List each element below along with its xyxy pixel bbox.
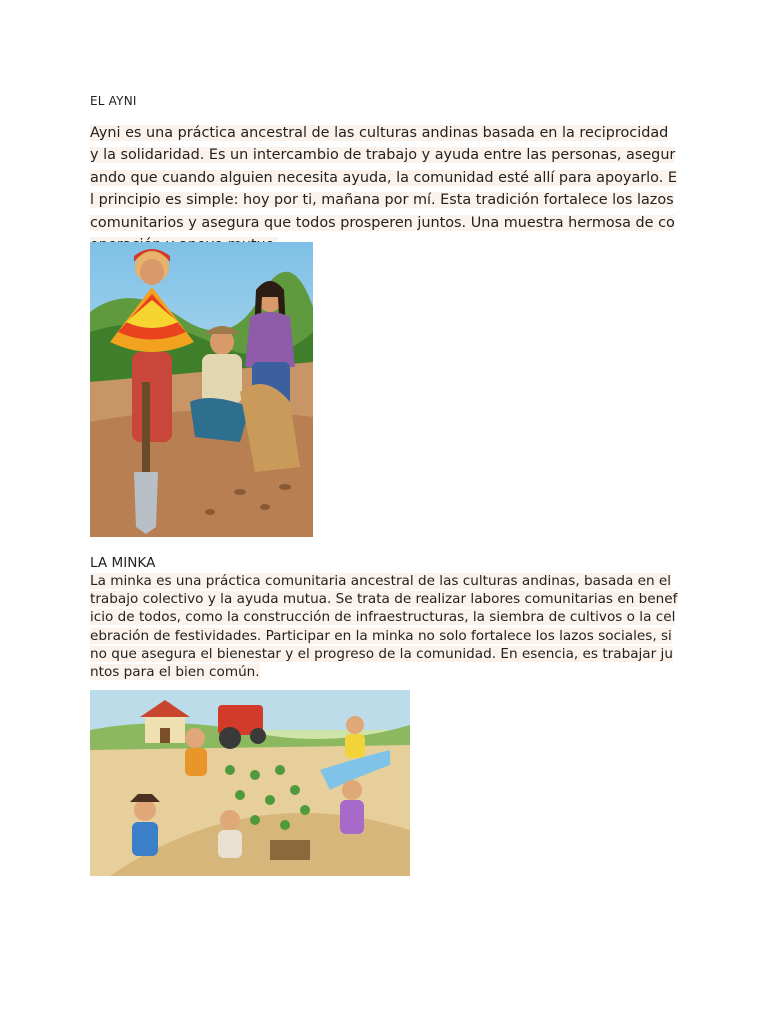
paragraph-minka: [90, 572, 680, 681]
paragraph-ayni: [90, 122, 680, 256]
paragraph-ayni-text: Ayni es una práctica ancestral de las culturas andinas basada en la reciprocidad y la solidaridad. Es un intercambio de trabajo y ayuda entre las personas, asegurando que cuando alguien necesita ayuda, la comunidad esté allí para apoyarlo. El principio es simple: hoy por ti, mañana por mí. Esta tradición fortalece los lazos comunitarios y asegura que todos prosperen juntos. Una muestra hermosa de co: [90, 125, 677, 253]
section-title-ayni: EL AYNI: [90, 94, 137, 108]
section-title-minka: LA MINKA: [90, 555, 156, 571]
ayni-illustration: [90, 242, 313, 537]
minka-illustration: [90, 690, 410, 876]
paragraph-minka-text: La minka es una práctica comunitaria ancestral de las culturas andinas, basada en el trabajo colectivo y la ayuda mutua. Se trata de realizar labores comunitarias en beneficio de todos, como la construcción de infraestructuras, la siembra de cultivos o la celebración de festividades. Participar en la minka no solo fortalece los lazos sociales, sino que asegura el bienestar y el progreso de la comunidad. En esencia, es trabajar juntos para el bien común.: [90, 573, 678, 681]
